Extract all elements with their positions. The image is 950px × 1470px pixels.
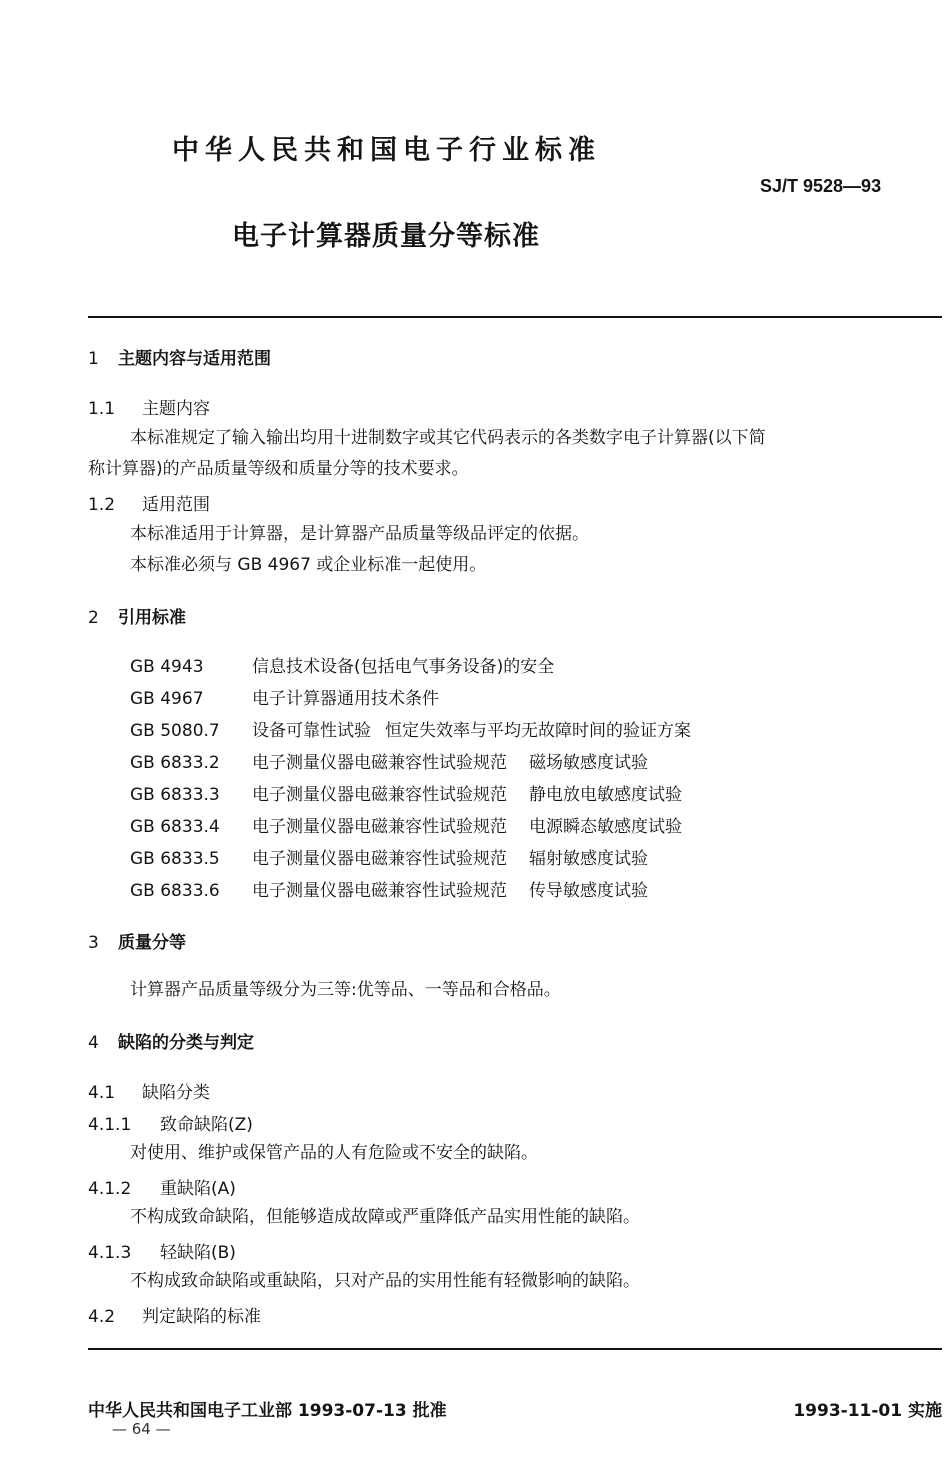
header-rule <box>88 316 942 318</box>
section-heading-4-1-3: 4.1.3 轻缺陷(B) <box>88 1243 236 1263</box>
reference-row: GB 6833.2 电子测量仪器电磁兼容性试验规范 磁场敏感度试验 <box>130 753 648 773</box>
section-heading-3: 3 质量分等 <box>88 933 186 953</box>
page-number: — 64 — <box>112 1420 171 1438</box>
reference-row: GB 6833.4 电子测量仪器电磁兼容性试验规范 电源瞬态敏感度试验 <box>130 817 682 837</box>
standard-code: SJ/T 9528—93 <box>760 176 882 196</box>
reference-row: GB 5080.7 设备可靠性试验 恒定失效率与平均无故障时间的验证方案 <box>130 721 691 741</box>
paragraph-4-1-3: 不构成致命缺陷或重缺陷，只对产品的实用性能有轻微影响的缺陷。 <box>130 1271 640 1291</box>
footer-rule <box>88 1348 942 1350</box>
standard-org-title: 中华人民共和国电子行业标准 <box>172 135 601 166</box>
section-heading-1-2: 1.2 适用范围 <box>88 495 210 515</box>
section-heading-1: 1 主题内容与适用范围 <box>88 349 271 369</box>
section-heading-4-1: 4.1 缺陷分类 <box>88 1083 210 1103</box>
paragraph-1-2-b: 本标准必须与 GB 4967 或企业标准一起使用。 <box>130 555 487 575</box>
section-heading-4-1-2: 4.1.2 重缺陷(A) <box>88 1179 236 1199</box>
section-heading-4-1-1: 4.1.1 致命缺陷(Z) <box>88 1115 253 1135</box>
section-heading-1-1: 1.1 主题内容 <box>88 399 210 419</box>
approval-line: 中华人民共和国电子工业部 1993-07-13 批准 <box>88 1401 447 1421</box>
paragraph-4-1-1: 对使用、维护或保管产品的人有危险或不安全的缺陷。 <box>130 1143 538 1163</box>
section-heading-4-2: 4.2 判定缺陷的标准 <box>88 1307 261 1327</box>
paragraph-3: 计算器产品质量等级分为三等:优等品、一等品和合格品。 <box>130 980 561 1000</box>
reference-row: GB 4967 电子计算器通用技术条件 <box>130 689 439 709</box>
section-heading-2: 2 引用标准 <box>88 608 186 628</box>
reference-row: GB 4943 信息技术设备(包括电气事务设备)的安全 <box>130 657 555 677</box>
reference-row: GB 6833.3 电子测量仪器电磁兼容性试验规范 静电放电敏感度试验 <box>130 785 682 805</box>
section-heading-4: 4 缺陷的分类与判定 <box>88 1033 254 1053</box>
reference-row: GB 6833.6 电子测量仪器电磁兼容性试验规范 传导敏感度试验 <box>130 881 648 901</box>
paragraph-1-2-a: 本标准适用于计算器，是计算器产品质量等级品评定的依据。 <box>130 524 589 544</box>
reference-row: GB 6833.5 电子测量仪器电磁兼容性试验规范 辐射敏感度试验 <box>130 849 648 869</box>
document-title: 电子计算器质量分等标准 <box>232 221 540 252</box>
effective-date: 1993-11-01 实施 <box>793 1401 942 1421</box>
paragraph-1-1-line1: 本标准规定了输入输出均用十进制数字或其它代码表示的各类数字电子计算器(以下简 <box>130 428 766 448</box>
paragraph-1-1-line2: 称计算器)的产品质量等级和质量分等的技术要求。 <box>88 459 469 479</box>
paragraph-4-1-2: 不构成致命缺陷，但能够造成故障或严重降低产品实用性能的缺陷。 <box>130 1207 640 1227</box>
